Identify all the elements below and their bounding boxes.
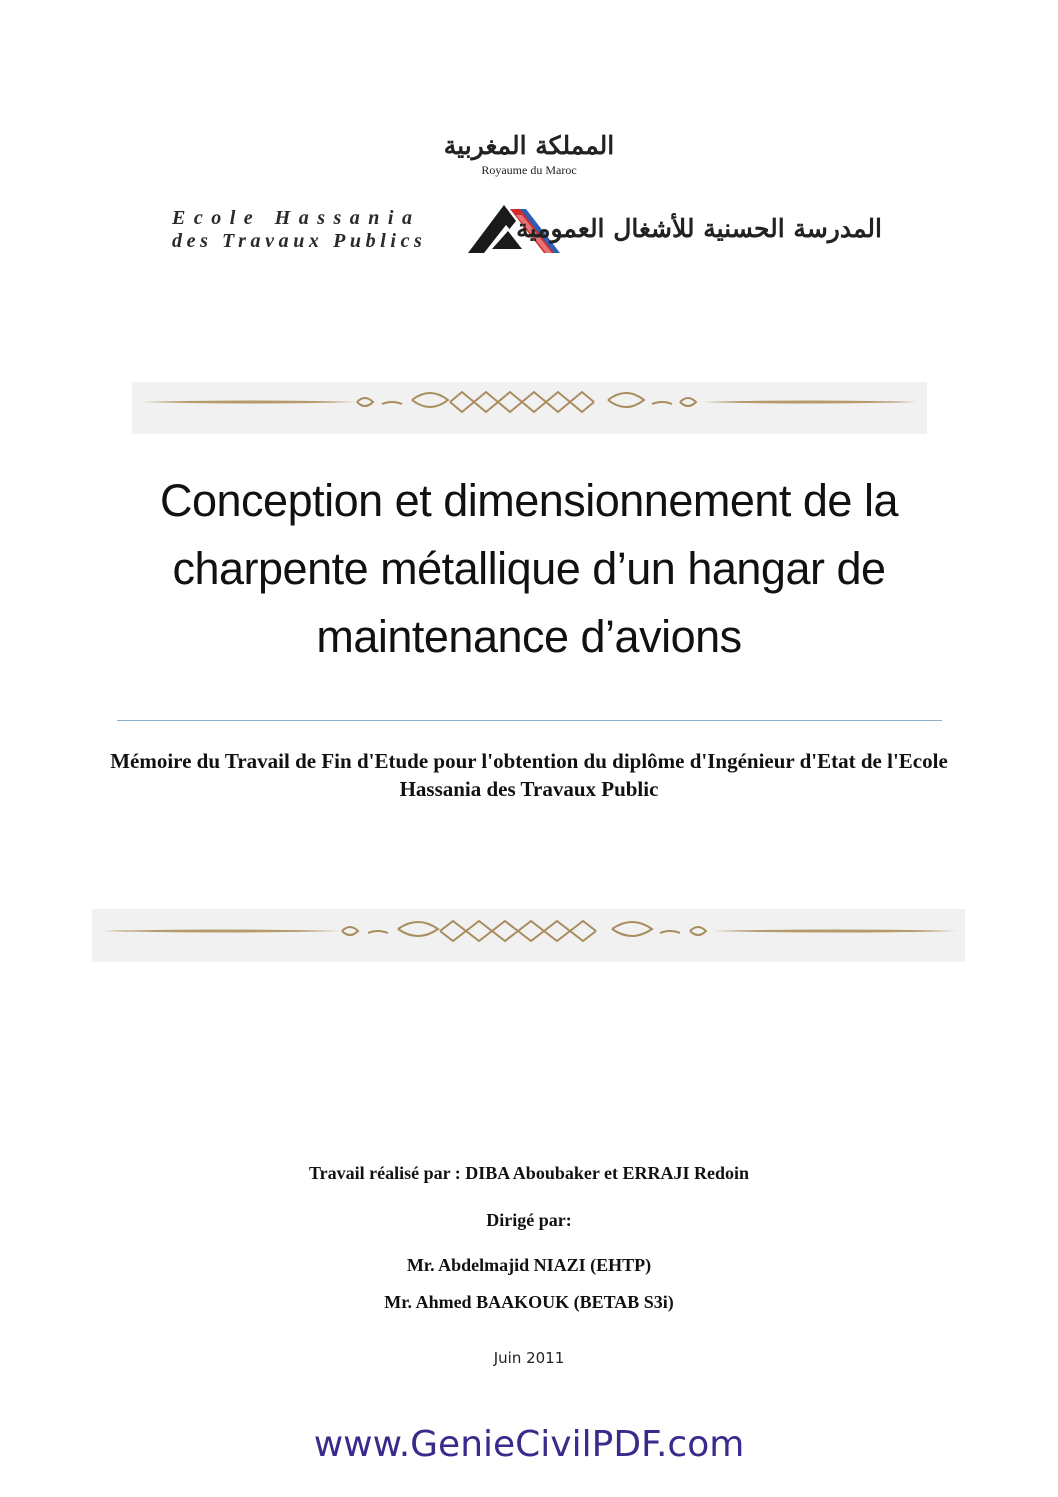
document-date: Juin 2011 — [493, 1349, 565, 1367]
authors-line: Travail réalisé par : DIBA Aboubaker et ERRAJI Redoin — [308, 1163, 750, 1183]
ornament-divider-top — [132, 382, 927, 434]
directed-by-label: Dirigé par: — [486, 1210, 572, 1230]
school-name-line1: Ecole Hassania — [172, 207, 421, 229]
document-title: Conception et dimensionnement de la charpente métallique d’un hangar de maintenance d’avions — [160, 475, 898, 662]
kingdom-french-text: Royaume du Maroc — [481, 163, 577, 177]
kingdom-arabic-text: المملكة المغربية — [443, 131, 615, 160]
document-subtitle: Mémoire du Travail de Fin d'Etude pour l'obtention du diplôme d'Ingénieur d'Etat de l'Ecole Hassania des Travaux Public — [110, 749, 948, 801]
supervisor-line: Mr. Abdelmajid NIAZI (EHTP) — [406, 1255, 652, 1275]
decorative-scroll-icon — [132, 382, 927, 434]
supervisor-line: Mr. Ahmed BAAKOUK (BETAB S3i) — [384, 1292, 674, 1312]
website-link[interactable]: www.GenieCivilPDF.com — [313, 1424, 745, 1465]
school-name-line2: des Travaux Publics — [172, 230, 427, 252]
decorative-scroll-icon — [92, 909, 965, 962]
school-name-arabic: المدرسة الحسنية للأشغال العمومية — [516, 214, 882, 243]
title-divider-line — [117, 720, 942, 721]
ornament-divider-bottom — [92, 909, 965, 962]
school-name-french — [172, 207, 457, 253]
